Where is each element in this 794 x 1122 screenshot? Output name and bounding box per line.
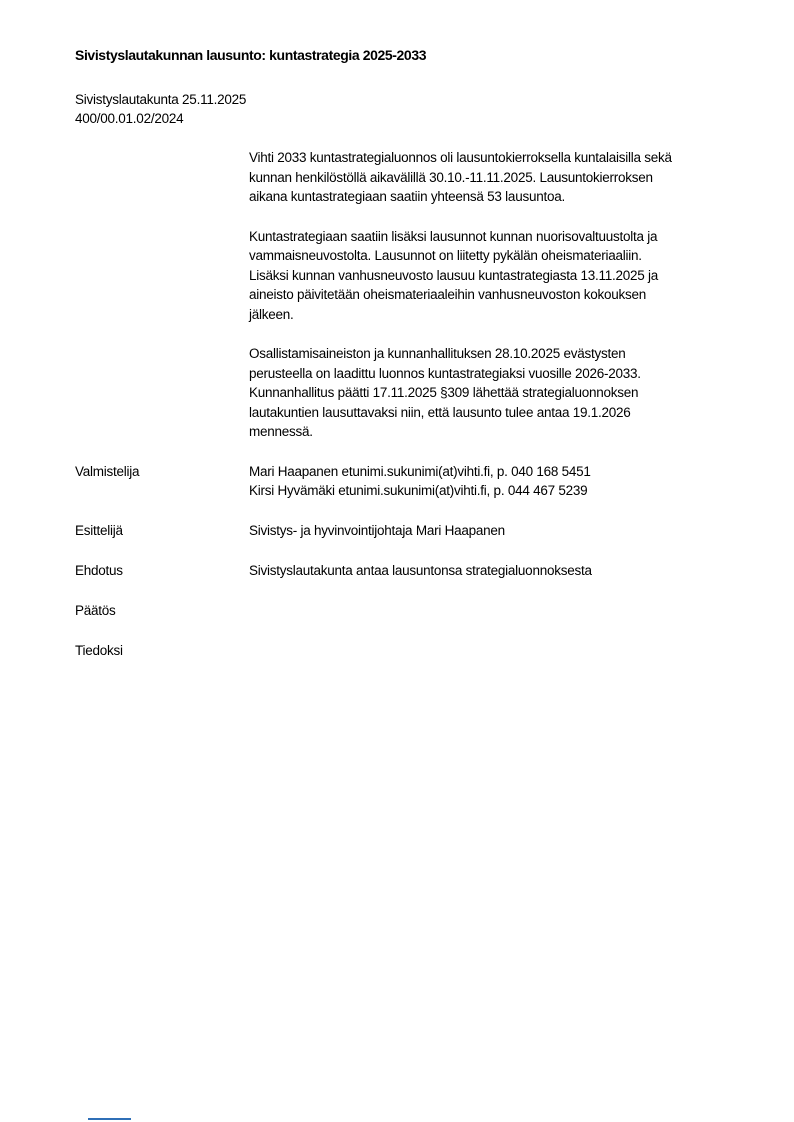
paragraph-line: lautakuntien lausuttavaksi niin, että lausunto tulee antaa 19.1.2026 <box>249 404 631 420</box>
paragraph-line: kunnan henkilöstöllä aikavälillä 30.10.-11.11.2025. Lausuntokierroksen <box>249 169 653 185</box>
field-value-valmistelija <box>249 462 591 501</box>
paragraph-line: Lisäksi kunnan vanhusneuvosto lausuu kuntastrategiasta 13.11.2025 ja <box>249 267 659 283</box>
paragraph-line: vammaisneuvostolta. Lausunnot on liitetty pykälän oheismateriaaliin. <box>249 248 642 263</box>
field-row-valmistelija <box>75 462 755 501</box>
preparer-contact-line: Mari Haapanen etunimi.sukunimi(at)vihti.fi, p. 040 168 5451 <box>249 463 591 479</box>
field-row-paatos <box>75 601 755 621</box>
document-title: Sivistyslautakunnan lausunto: kuntastrategia 2025-2033 <box>75 47 427 63</box>
field-row-tiedoksi <box>75 641 755 661</box>
paragraph-line: jälkeen. <box>249 306 294 322</box>
field-label-paatos: Päätös <box>75 603 116 618</box>
field-label-ehdotus: Ehdotus <box>75 563 123 578</box>
field-label-tiedoksi: Tiedoksi <box>75 643 123 658</box>
field-row-esittelija <box>75 521 755 541</box>
document-meta <box>75 90 755 128</box>
paragraph-line: perusteella on laadittu luonnos kuntastrategiaksi vuosille 2026-2033. <box>249 365 641 381</box>
document-fields <box>75 462 755 661</box>
page-bottom-accent-line <box>88 1118 131 1120</box>
document-content <box>75 46 755 681</box>
presenter-line: Sivistys- ja hyvinvointijohtaja Mari Haapanen <box>249 523 505 538</box>
document-body <box>249 148 755 442</box>
meta-case-number: 400/00.01.02/2024 <box>75 111 184 126</box>
preparer-contact-line: Kirsi Hyvämäki etunimi.sukunimi(at)vihti.fi, p. 044 467 5239 <box>249 483 588 498</box>
paragraph-line: Osallistamisaineiston ja kunnanhallituksen 28.10.2025 evästysten <box>249 346 626 361</box>
field-row-ehdotus <box>75 561 755 581</box>
paragraph-line: mennessä. <box>249 424 313 439</box>
meta-board-and-date: Sivistyslautakunta 25.11.2025 <box>75 92 247 107</box>
paragraph-line: Kuntastrategiaan saatiin lisäksi lausunnot kunnan nuorisovaltuustolta ja <box>249 228 658 244</box>
field-label-esittelija: Esittelijä <box>75 523 123 538</box>
field-value-ehdotus <box>249 561 592 581</box>
paragraph-line: aikana kuntastrategiaan saatiin yhteensä 53 lausuntoa. <box>249 189 565 204</box>
field-value-esittelija <box>249 521 505 541</box>
paragraph-lisalausunnot <box>249 227 755 325</box>
paragraph-strategialuonnos <box>249 344 755 442</box>
paragraph-line: Kunnanhallitus päätti 17.11.2025 §309 lähettää strategialuonnoksen <box>249 385 639 400</box>
proposal-line: Sivistyslautakunta antaa lausuntonsa strategialuonnoksesta <box>249 563 592 578</box>
paragraph-line: aineisto päivitetään oheismateriaaleihin vanhusneuvoston kokouksen <box>249 287 647 302</box>
paragraph-line: Vihti 2033 kuntastrategialuonnos oli lausuntokierroksella kuntalaisilla sekä <box>249 150 672 165</box>
field-label-valmistelija: Valmistelija <box>75 463 140 479</box>
paragraph-lausuntokierros <box>249 148 755 207</box>
